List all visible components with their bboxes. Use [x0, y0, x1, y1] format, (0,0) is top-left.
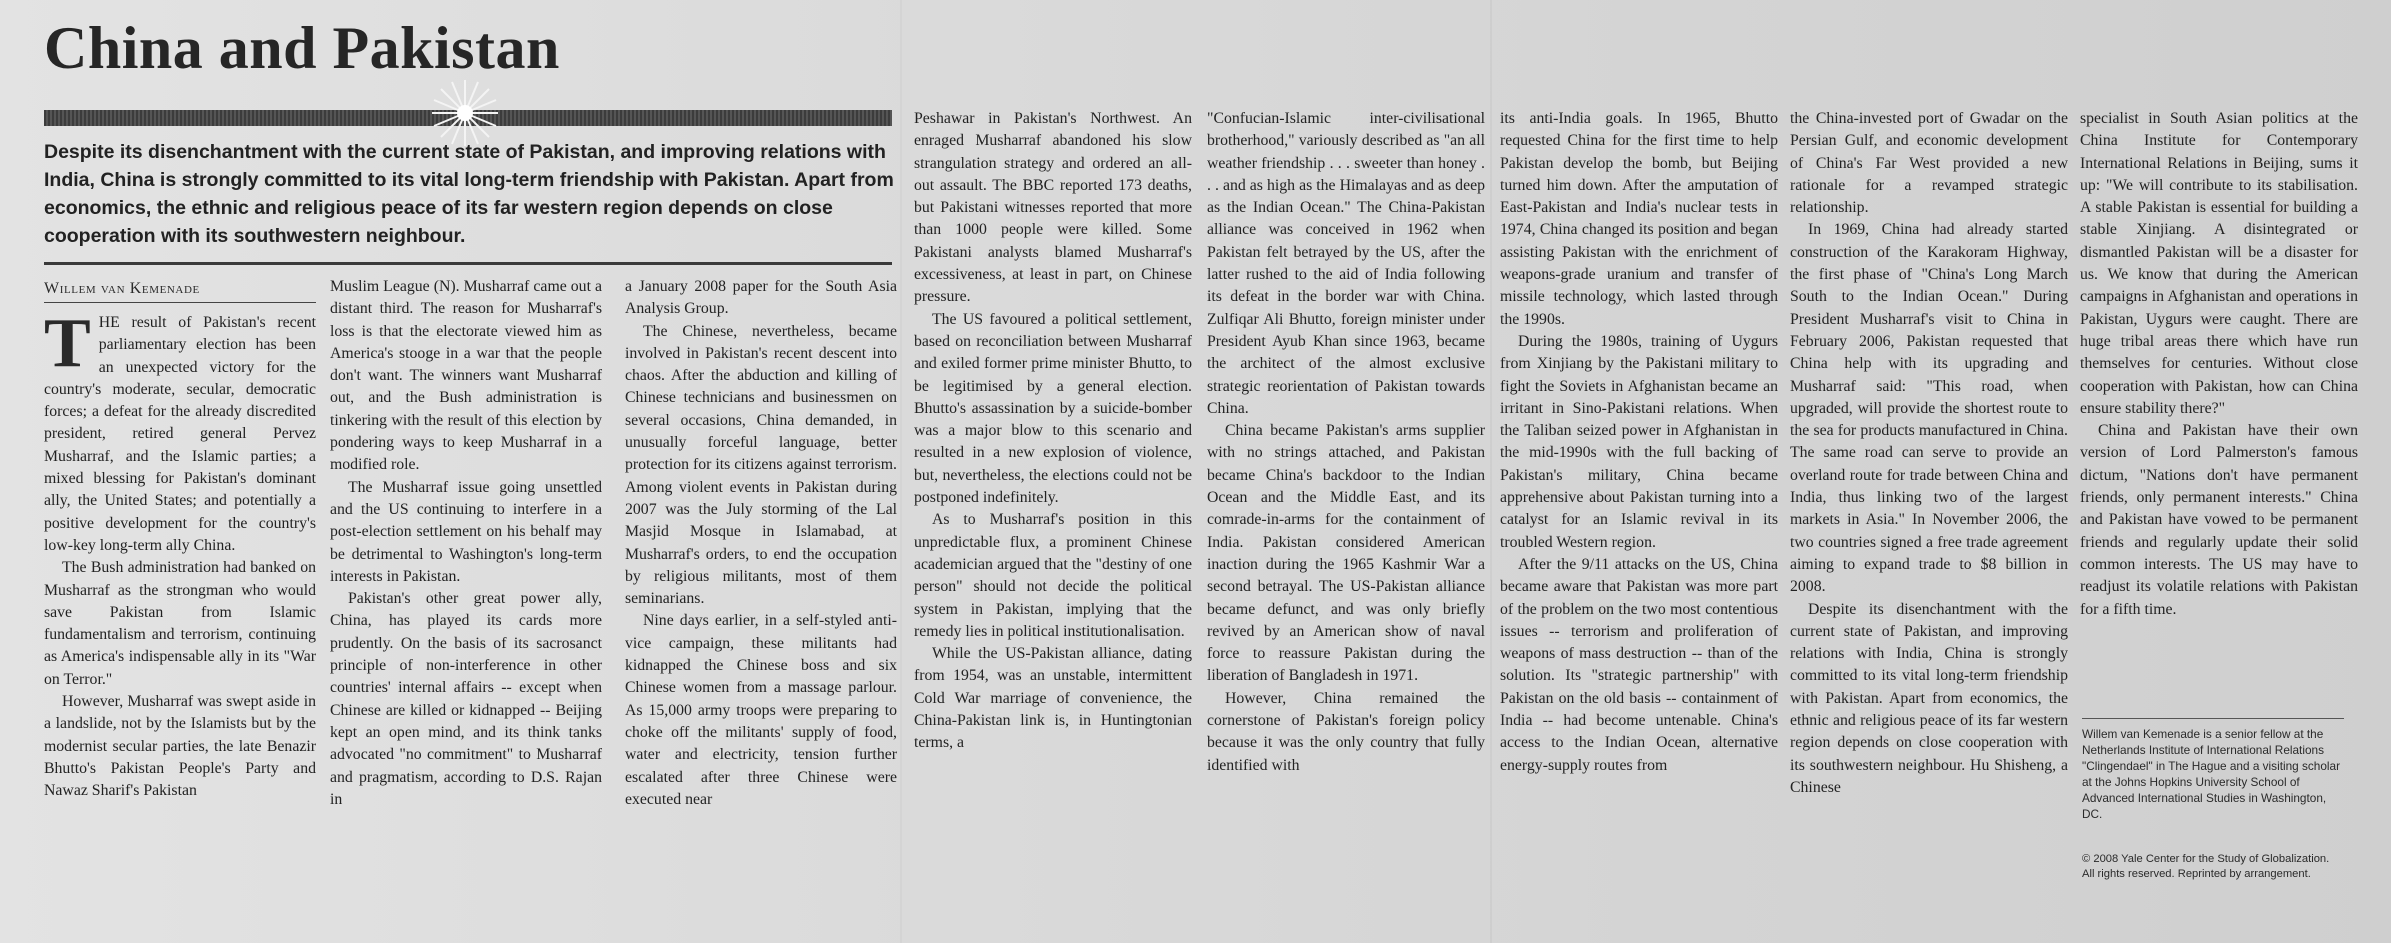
paragraph: The US favoured a political settlement, based on reconciliation between Musharraf and exiled former prime minister Bhutto, to be legitimised by a general election. Bhutto's assassination by a suicide-bomber was a major blow to this scenario and resulted in a new explosion of violence, but, nevertheless, the elections could not be postponed indefinitely.: [914, 310, 1192, 507]
column-2: [330, 276, 602, 811]
fold-shadow: [1490, 0, 1492, 943]
paragraph: China became Pakistan's arms supplier with no strings attached, and Pakistan became China's backdoor to the Indian Ocean and the Middle East, and its comrade-in-arms for the containment of India. Pakistan considered American inaction during the 1965 Kashmir War a second betrayal. The US-Pakistan alliance became defunct, and was only briefly revived by an American show of naval force to reassure Pakistan during the liberation of Bangladesh in 1971.: [1207, 422, 1485, 685]
paragraph: China and Pakistan have their own version of Lord Palmerston's famous dictum, "Nations don't have permanent friends, only permanent interests." China and Pakistan have vowed to be permanent friends and regularly update their solid common interests. The US may have to readjust its volatile relations with Pakistan for a fifth time.: [2080, 422, 2358, 618]
headline: China and Pakistan: [44, 15, 560, 81]
paragraph: While the US-Pakistan alliance, dating from 1954, was an unstable, intermittent Cold War marriage of convenience, the China-Pakistan link is, in Huntingtonian terms, a: [914, 645, 1192, 752]
column-6: [1500, 108, 1778, 777]
drop-cap: T: [44, 305, 91, 382]
bio-rule: [2082, 718, 2344, 719]
paragraph: Nine days earlier, in a self-styled anti-vice campaign, these militants had kidnapped the Chinese boss and six Chinese women from a massage parlour. As 15,000 army troops were preparing to choke off the militants' supply of food, water and electricity, tension further escalated after three Chinese were executed near: [625, 612, 897, 808]
paragraph: [44, 305, 316, 557]
paragraph: During the 1980s, training of Uygurs from Xinjiang by the Pakistani military to fight the Soviets in Afghanistan became an irritant in Sino-Pakistani relations. When the Taliban seized power in Afghanistan in the mid-1990s with the full backing of Pakistan's military, China became apprehensive about Pakistan turning into a catalyst for an Islamic revival in its troubled Western region.: [1500, 332, 1778, 551]
column-5: [1207, 108, 1485, 777]
paragraph: a January 2008 paper for the South Asia Analysis Group.: [625, 278, 897, 318]
paragraph: the China-invested port of Gwadar on the Persian Gulf, and economic development of China's Far West provided a new rationale for a revamped strategic relationship.: [1790, 110, 2068, 217]
deck-rule: [44, 262, 892, 265]
paragraph: After the 9/11 attacks on the US, China became aware that Pakistan was more part of the problem on the two most contentious issues -- terrorism and proliferation of weapons of mass destruction -- than of the solution. Its "strategic partnership" with Pakistan on the old basis -- containment of India -- had become untenable. China's access to the Indian Ocean, alternative energy-supply routes from: [1500, 555, 1778, 774]
paragraph-text: HE result of Pakistan's recent parliamentary election has been an unexpected victory for the country's moderate, secular, democratic forces; a defeat for the already discredited president, retired general Pervez Musharraf, and the Islamic parties; a mixed blessing for Pakistan's dominant ally, the United States; and potentially a positive development for the country's low-key long-term ally China.: [44, 314, 316, 554]
paragraph: The Chinese, nevertheless, became involved in Pakistan's recent descent into chaos. After the abduction and killing of Chinese technicians and businessmen on several occasions, China demanded, in unusually forceful language, better protection for its citizens against terrorism. Among violent events in Pakistan during 2007 was the July storming of the Lal Masjid Mosque in Islamabad, at Musharraf's orders, to end the occupation by religious militants, most of them seminarians.: [625, 322, 897, 608]
paragraph: In 1969, China had already started construction of the Karakoram Highway, the first phase of "China's Long March South to the Indian Ocean." During President Musharraf's visit to China in February 2006, Pakistan requested that China help with its upgrading and Musharraf said: "This road, when upgraded, will provide the shortest route to the sea for products manufactured in China. The same road can serve to provide an overland route for trade between China and India, thus linking two of the largest markets in Asia." In November 2006, the two countries signed a free trade agreement aiming to expand trade to $8 billion in 2008.: [1790, 221, 2068, 596]
paragraph: Pakistan's other great power ally, China, has played its cards more prudently. On the basis of its sacrosanct principle of non-interference in other countries' internal affairs -- except when Chinese are killed or kidnapped -- Beijing kept an open mind, and its think tanks advocated "no commitment" to Musharraf and pragmatism, according to D.S. Rajan in: [330, 590, 602, 808]
byline: Willem van Kemenade: [44, 280, 200, 297]
fold-shadow: [900, 0, 902, 943]
copyright-notice: © 2008 Yale Center for the Study of Globalization. All rights reserved. Reprinted by arrangement.: [2082, 853, 2330, 880]
paragraph: However, Musharraf was swept aside in a landslide, not by the Islamists but by the modernist secular parties, the late Benazir Bhutto's Pakistan People's Party and Nawaz Sharif's Pakistan: [44, 693, 316, 800]
column-4: [914, 108, 1192, 755]
column-7: [1790, 108, 2068, 799]
column-3: [625, 276, 897, 811]
paragraph: its anti-India goals. In 1965, Bhutto requested China for the first time to help Pakistan develop the bomb, but Beijing turned him down. After the amputation of East-Pakistan and India's nuclear tests in 1974, China changed its position and began assisting Pakistan with the enrichment of weapons-grade uranium and transfer of missile technology, which lasted through the 1990s.: [1500, 110, 1778, 328]
paragraph: "Confucian-Islamic inter-civilisational brotherhood," variously described as "an all weather friendship . . . sweeter than honey . . . and as high as the Himalayas and as deep as the Indian Ocean." The China-Pakistan alliance was conceived in 1962 when Pakistan felt betrayed by the US, after the latter rushed to the aid of India following its defeat in the border war with China. Zulfiqar Ali Bhutto, foreign minister under President Ayub Khan since 1963, became the architect of the almost exclusive strategic reorientation of Pakistan towards China.: [1207, 110, 1485, 417]
paragraph: Muslim League (N). Musharraf came out a distant third. The reason for Musharraf's loss is that the electorate viewed him as America's stooge in a war that the people don't want. The winners want Musharraf out, and the Bush administration is tinkering with the result of this election by pondering ways to keep Musharraf in a modified role.: [330, 278, 602, 474]
column-1: [44, 305, 316, 803]
article-deck: Despite its disenchantment with the current state of Pakistan, and improving relations with India, China is strongly committed to its vital long-term friendship with Pakistan. Apart from economics, the ethnic and religious peace of its far western region depends on close cooperation with its southwestern neighbour.: [44, 141, 894, 247]
paragraph: The Musharraf issue going unsettled and the US continuing to interfere in a post-election settlement on his behalf may be detrimental to Washington's long-term interests in Pakistan.: [330, 478, 602, 585]
paragraph: Peshawar in Pakistan's Northwest. An enraged Musharraf abandoned his slow strangulation strategy and ordered an all-out assault. The BBC reported 173 deaths, but Pakistani witnesses reported that more than 1000 people were killed. Some Pakistani analysts blamed Musharraf's excessiveness, at least in part, on Chinese pressure.: [914, 110, 1192, 306]
paragraph: As to Musharraf's position in this unpredictable flux, a prominent Chinese academician argued that the "destiny of one person" should not decide the political system in Pakistan, implying that the remedy lies in political institutionalisation.: [914, 511, 1192, 640]
column-8: [2080, 108, 2358, 621]
author-bio: Willem van Kemenade is a senior fellow at the Netherlands Institute of International Relations "Clingendael" in The Hague and a visiting scholar at the Johns Hopkins University School of Advanced International Studies in Washington, DC.: [2082, 727, 2341, 821]
paragraph: Despite its disenchantment with the current state of Pakistan, and improving relations with India, China is strongly committed to its vital long-term friendship with Pakistan. Apart from economics, the ethnic and religious peace of its far western region depends on close cooperation with its southwestern neighbour. Hu Shisheng, a Chinese: [1790, 600, 2068, 796]
byline-rule: [44, 302, 316, 303]
paragraph: However, China remained the cornerstone of Pakistan's foreign policy because it was the only country that fully identified with: [1207, 689, 1485, 774]
paragraph: The Bush administration had banked on Musharraf as the strongman who would save Pakistan from Islamic fundamentalism and terrorism, continuing as America's indispensable ally in its "War on Terror.": [44, 559, 316, 688]
paragraph: specialist in South Asian politics at the China Institute for Contemporary International Relations in Beijing, sums it up: "We will contribute to its stabilisation. A stable Pakistan is essential for building a stable Xinjiang. A disintegrated or dismantled Pakistan will be a disaster for us. We know that during the American campaigns in Afghanistan and operations in Pakistan, Uygurs were caught. There are huge tribal areas there which have run themselves for centuries. Without close cooperation with Pakistan, how can China ensure stability there?": [2080, 110, 2358, 417]
